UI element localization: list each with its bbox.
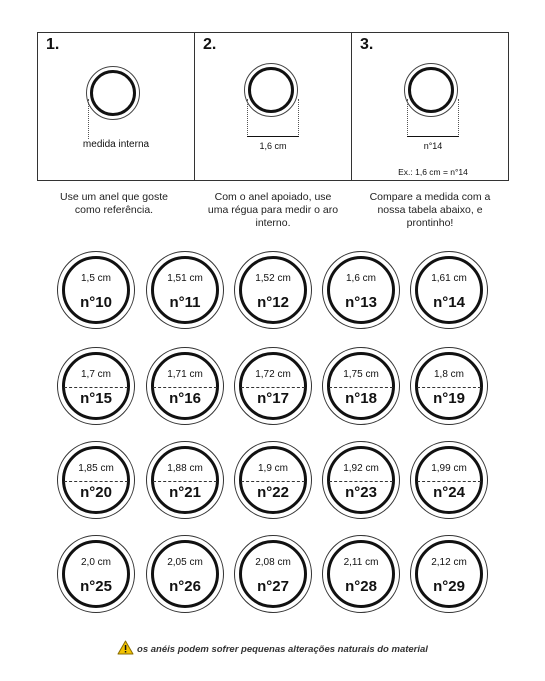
step-3-description: Compare a medida com a nossa tabela abaixo, e prontinho! (369, 191, 491, 229)
size-ring (146, 251, 224, 329)
size-measurement: 1,85 cm (78, 463, 114, 474)
footnote (0, 640, 545, 658)
ring-inner-circle (415, 540, 483, 608)
size-number: n°17 (257, 390, 289, 407)
size-number: n°16 (169, 390, 201, 407)
size-ring (234, 347, 312, 425)
size-ring (57, 251, 135, 329)
ruler-guide-right (458, 99, 459, 137)
ruler-line (247, 136, 299, 137)
diameter-dashed-line (153, 481, 217, 482)
ring-inner-circle (151, 352, 219, 420)
size-measurement: 1,51 cm (167, 273, 203, 284)
size-measurement: 1,52 cm (255, 273, 291, 284)
size-number: n°29 (433, 578, 465, 595)
size-number: n°23 (345, 484, 377, 501)
diameter-dashed-line (153, 387, 217, 388)
diameter-dashed-line (241, 481, 305, 482)
size-measurement: 1,92 cm (343, 463, 379, 474)
size-measurement: 2,12 cm (431, 557, 467, 568)
size-number: n°15 (80, 390, 112, 407)
diameter-dashed-line (417, 481, 481, 482)
size-number: n°25 (80, 578, 112, 595)
ring-inner-circle (327, 256, 395, 324)
diameter-dashed-line (417, 387, 481, 388)
size-ring (57, 535, 135, 613)
size-measurement: 1,99 cm (431, 463, 467, 474)
size-ring (57, 347, 135, 425)
size-measurement: 2,0 cm (80, 557, 111, 568)
ruler-guide-left (407, 99, 408, 137)
diameter-dashed-line (329, 387, 393, 388)
size-ring (234, 441, 312, 519)
ring-inner-circle (62, 446, 130, 514)
step-2-panel (194, 32, 352, 181)
ring-inner-circle (239, 256, 307, 324)
step-3-panel (351, 32, 509, 181)
size-ring (410, 251, 488, 329)
ruler-guide-left (247, 99, 248, 137)
size-measurement: 1,7 cm (80, 369, 111, 380)
size-measurement: 2,11 cm (343, 557, 379, 568)
size-number: n°18 (345, 390, 377, 407)
diameter-dashed-line (64, 481, 128, 482)
size-number: n°13 (345, 294, 377, 311)
size-measurement: 1,72 cm (255, 369, 291, 380)
ring-illustration (404, 63, 458, 117)
size-number: n°20 (80, 484, 112, 501)
warning-icon (117, 640, 134, 658)
diameter-dashed-line (64, 387, 128, 388)
size-ring (57, 441, 135, 519)
step-number: 3. (360, 36, 374, 53)
step-number: 1. (46, 36, 60, 53)
size-number: n°28 (345, 578, 377, 595)
step-3-example: Ex.: 1,6 cm = n°14 (398, 167, 468, 177)
size-ring (146, 441, 224, 519)
size-number: n°12 (257, 294, 289, 311)
step-1-panel (37, 32, 195, 181)
size-number: n°27 (257, 578, 289, 595)
inner-measure-guide (88, 99, 89, 139)
ring-inner-circle (415, 446, 483, 514)
ring-inner-circle (239, 540, 307, 608)
ring-illustration (86, 66, 140, 120)
ring-inner-circle (327, 540, 395, 608)
ring-illustration (244, 63, 298, 117)
size-measurement: 1,8 cm (433, 369, 464, 380)
ring-inner-circle (415, 256, 483, 324)
size-ring (146, 535, 224, 613)
size-number: n°19 (433, 390, 465, 407)
ring-inner-circle (239, 446, 307, 514)
size-measurement: 1,75 cm (343, 369, 379, 380)
size-measurement: 2,05 cm (167, 557, 203, 568)
diameter-dashed-line (241, 387, 305, 388)
ring-inner-circle (62, 352, 130, 420)
size-number: n°22 (257, 484, 289, 501)
size-measurement: 1,9 cm (257, 463, 288, 474)
step-2-description: Com o anel apoiado, use uma régua para medir o aro interno. (207, 191, 339, 229)
ring-inner-circle (327, 352, 395, 420)
step-3-size: n°14 (423, 141, 443, 151)
ring-inner-circle (151, 540, 219, 608)
ruler-line (407, 136, 459, 137)
size-measurement: 1,61 cm (431, 273, 467, 284)
diameter-dashed-line (329, 481, 393, 482)
size-ring (410, 441, 488, 519)
size-ring (322, 251, 400, 329)
ruler-guide-right (298, 99, 299, 137)
footnote-text: os anéis podem sofrer pequenas alterações naturais do material (137, 644, 428, 655)
size-measurement: 1,71 cm (167, 369, 203, 380)
size-number: n°21 (169, 484, 201, 501)
size-number: n°10 (80, 294, 112, 311)
size-ring (322, 535, 400, 613)
size-ring (146, 347, 224, 425)
size-number: n°14 (433, 294, 465, 311)
size-ring (322, 347, 400, 425)
size-measurement: 1,5 cm (80, 273, 111, 284)
size-ring (410, 347, 488, 425)
ring-inner-circle (239, 352, 307, 420)
size-measurement: 1,88 cm (167, 463, 203, 474)
size-number: n°11 (169, 294, 201, 311)
step-1-description: Use um anel que goste como referência. (60, 191, 168, 216)
ring-inner-circle (151, 446, 219, 514)
ring-inner-circle (415, 352, 483, 420)
size-ring (234, 251, 312, 329)
size-ring (410, 535, 488, 613)
ring-inner-circle (62, 256, 130, 324)
size-measurement: 2,08 cm (255, 557, 291, 568)
step-number: 2. (203, 36, 217, 53)
size-measurement: 1,6 cm (345, 273, 376, 284)
size-number: n°24 (433, 484, 465, 501)
ring-inner-circle (62, 540, 130, 608)
size-number: n°26 (169, 578, 201, 595)
ring-inner-circle (151, 256, 219, 324)
size-ring (322, 441, 400, 519)
step-1-label: medida interna (82, 139, 150, 150)
size-ring (234, 535, 312, 613)
step-2-measurement: 1,6 cm (259, 141, 287, 151)
ring-inner-circle (327, 446, 395, 514)
